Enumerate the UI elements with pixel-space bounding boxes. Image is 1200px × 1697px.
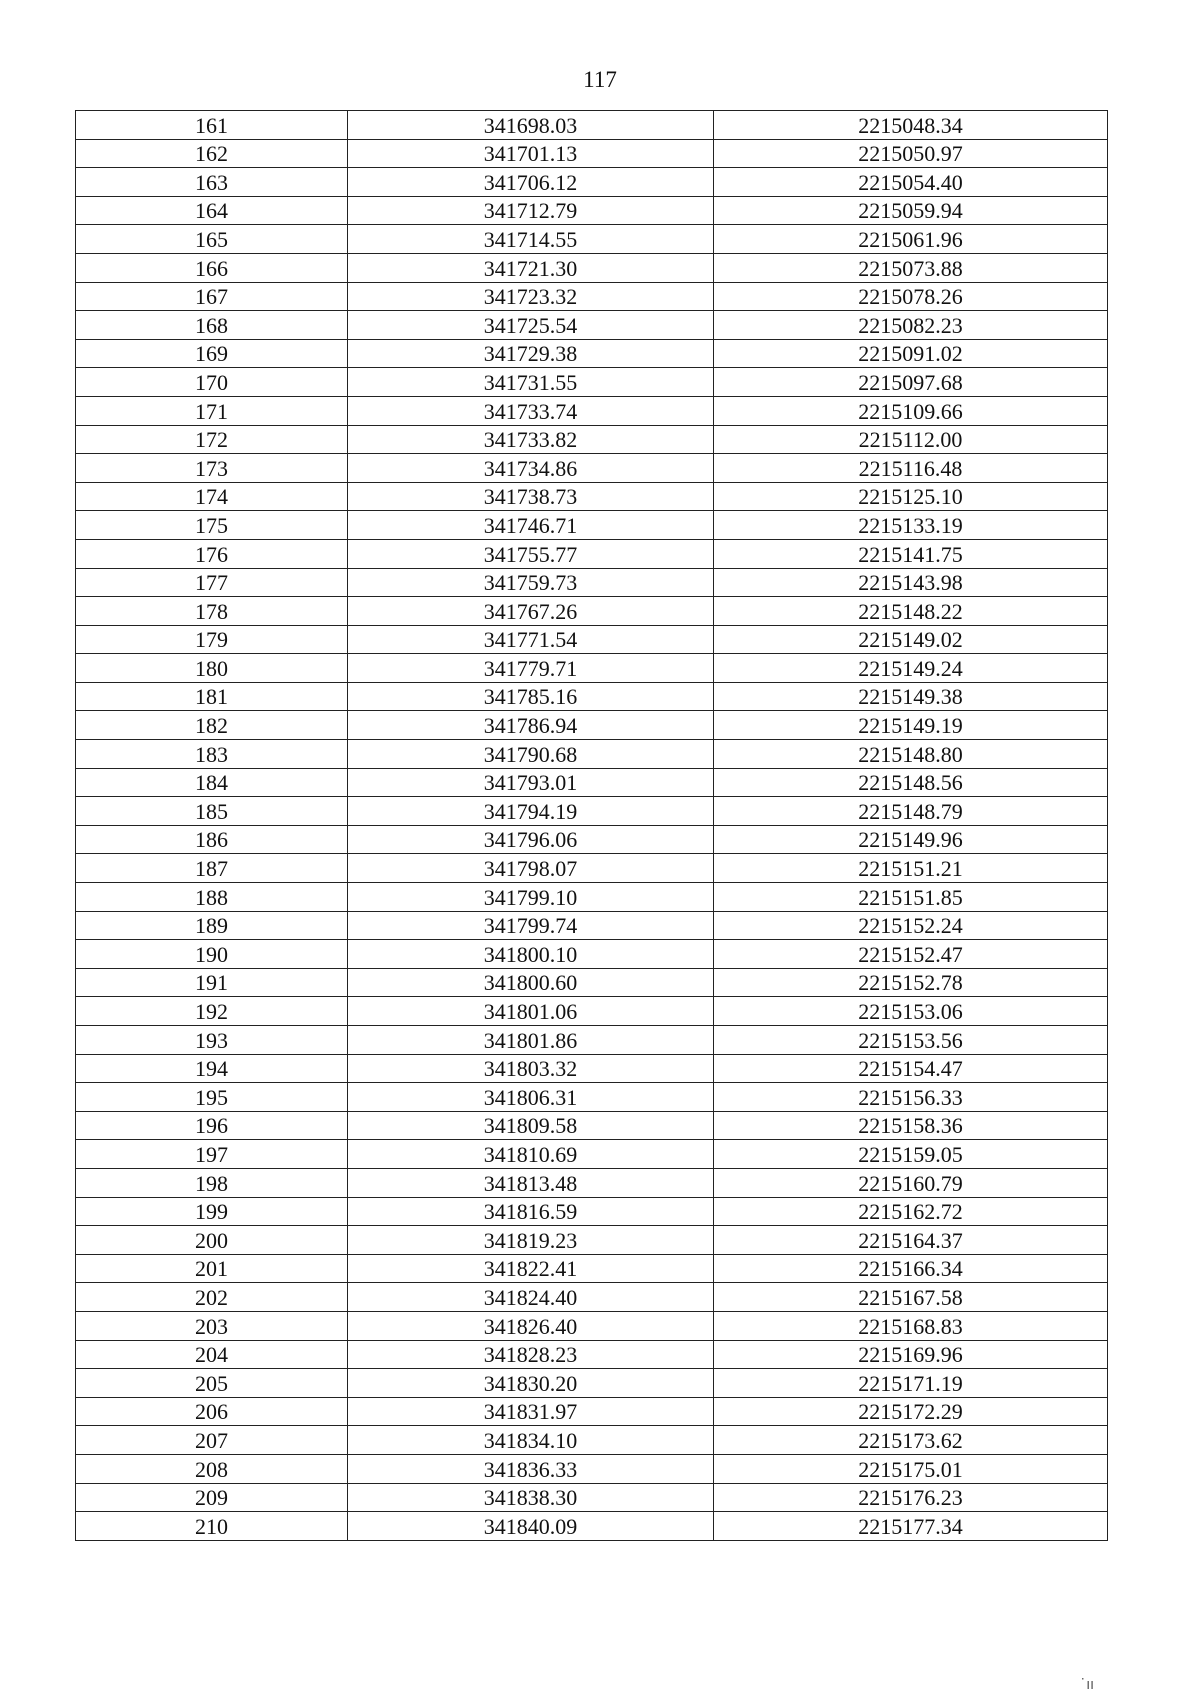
y-coordinate-cell: 2215149.02 bbox=[714, 625, 1108, 654]
point-number-cell: 170 bbox=[76, 368, 348, 397]
y-coordinate-cell: 2215054.40 bbox=[714, 168, 1108, 197]
x-coordinate-cell: 341731.55 bbox=[348, 368, 714, 397]
y-coordinate-cell: 2215160.79 bbox=[714, 1168, 1108, 1197]
x-coordinate-cell: 341828.23 bbox=[348, 1340, 714, 1369]
x-coordinate-cell: 341746.71 bbox=[348, 511, 714, 540]
point-number-cell: 203 bbox=[76, 1311, 348, 1340]
y-coordinate-cell: 2215152.47 bbox=[714, 940, 1108, 969]
x-coordinate-cell: 341834.10 bbox=[348, 1426, 714, 1455]
table-row bbox=[76, 1483, 1108, 1512]
point-number-cell: 194 bbox=[76, 1054, 348, 1083]
x-coordinate-cell: 341800.10 bbox=[348, 940, 714, 969]
point-number-cell: 190 bbox=[76, 940, 348, 969]
table-row bbox=[76, 539, 1108, 568]
point-number-cell: 196 bbox=[76, 1111, 348, 1140]
table-row bbox=[76, 654, 1108, 683]
table-row bbox=[76, 1369, 1108, 1398]
point-number-cell: 205 bbox=[76, 1369, 348, 1398]
x-coordinate-cell: 341712.79 bbox=[348, 196, 714, 225]
point-number-cell: 207 bbox=[76, 1426, 348, 1455]
point-number-cell: 171 bbox=[76, 396, 348, 425]
point-number-cell: 188 bbox=[76, 883, 348, 912]
x-coordinate-cell: 341799.74 bbox=[348, 911, 714, 940]
y-coordinate-cell: 2215151.21 bbox=[714, 854, 1108, 883]
x-coordinate-cell: 341836.33 bbox=[348, 1454, 714, 1483]
table-row bbox=[76, 1454, 1108, 1483]
point-number-cell: 195 bbox=[76, 1083, 348, 1112]
x-coordinate-cell: 341729.38 bbox=[348, 339, 714, 368]
y-coordinate-cell: 2215148.79 bbox=[714, 797, 1108, 826]
table-row bbox=[76, 1054, 1108, 1083]
x-coordinate-cell: 341830.20 bbox=[348, 1369, 714, 1398]
table-row bbox=[76, 282, 1108, 311]
y-coordinate-cell: 2215082.23 bbox=[714, 311, 1108, 340]
y-coordinate-cell: 2215149.19 bbox=[714, 711, 1108, 740]
x-coordinate-cell: 341806.31 bbox=[348, 1083, 714, 1112]
point-number-cell: 204 bbox=[76, 1340, 348, 1369]
table-row bbox=[76, 997, 1108, 1026]
y-coordinate-cell: 2215168.83 bbox=[714, 1311, 1108, 1340]
y-coordinate-cell: 2215151.85 bbox=[714, 883, 1108, 912]
y-coordinate-cell: 2215141.75 bbox=[714, 539, 1108, 568]
x-coordinate-cell: 341790.68 bbox=[348, 740, 714, 769]
table-row bbox=[76, 1111, 1108, 1140]
table-row bbox=[76, 768, 1108, 797]
table-row bbox=[76, 625, 1108, 654]
y-coordinate-cell: 2215176.23 bbox=[714, 1483, 1108, 1512]
point-number-cell: 168 bbox=[76, 311, 348, 340]
point-number-cell: 201 bbox=[76, 1254, 348, 1283]
x-coordinate-cell: 341826.40 bbox=[348, 1311, 714, 1340]
x-coordinate-cell: 341767.26 bbox=[348, 597, 714, 626]
point-number-cell: 185 bbox=[76, 797, 348, 826]
table-row bbox=[76, 1026, 1108, 1055]
y-coordinate-cell: 2215156.33 bbox=[714, 1083, 1108, 1112]
point-number-cell: 179 bbox=[76, 625, 348, 654]
table-row bbox=[76, 111, 1108, 140]
x-coordinate-cell: 341714.55 bbox=[348, 225, 714, 254]
point-number-cell: 169 bbox=[76, 339, 348, 368]
table-row bbox=[76, 740, 1108, 769]
point-number-cell: 184 bbox=[76, 768, 348, 797]
x-coordinate-cell: 341785.16 bbox=[348, 682, 714, 711]
table-row bbox=[76, 396, 1108, 425]
y-coordinate-cell: 2215159.05 bbox=[714, 1140, 1108, 1169]
y-coordinate-cell: 2215091.02 bbox=[714, 339, 1108, 368]
point-number-cell: 198 bbox=[76, 1168, 348, 1197]
y-coordinate-cell: 2215149.96 bbox=[714, 825, 1108, 854]
x-coordinate-cell: 341796.06 bbox=[348, 825, 714, 854]
point-number-cell: 172 bbox=[76, 425, 348, 454]
point-number-cell: 162 bbox=[76, 139, 348, 168]
point-number-cell: 209 bbox=[76, 1483, 348, 1512]
y-coordinate-cell: 2215177.34 bbox=[714, 1512, 1108, 1541]
point-number-cell: 210 bbox=[76, 1512, 348, 1541]
y-coordinate-cell: 2215125.10 bbox=[714, 482, 1108, 511]
y-coordinate-cell: 2215149.24 bbox=[714, 654, 1108, 683]
y-coordinate-cell: 2215112.00 bbox=[714, 425, 1108, 454]
point-number-cell: 174 bbox=[76, 482, 348, 511]
table-row bbox=[76, 1512, 1108, 1541]
y-coordinate-cell: 2215059.94 bbox=[714, 196, 1108, 225]
x-coordinate-cell: 341799.10 bbox=[348, 883, 714, 912]
x-coordinate-cell: 341822.41 bbox=[348, 1254, 714, 1283]
page-number: 117 bbox=[583, 67, 617, 92]
x-coordinate-cell: 341755.77 bbox=[348, 539, 714, 568]
x-coordinate-cell: 341803.32 bbox=[348, 1054, 714, 1083]
table-row bbox=[76, 711, 1108, 740]
y-coordinate-cell: 2215050.97 bbox=[714, 139, 1108, 168]
scan-corner-mark: ˙ıı bbox=[1079, 1677, 1094, 1693]
x-coordinate-cell: 341813.48 bbox=[348, 1168, 714, 1197]
table-row bbox=[76, 883, 1108, 912]
x-coordinate-cell: 341759.73 bbox=[348, 568, 714, 597]
point-number-cell: 167 bbox=[76, 282, 348, 311]
point-number-cell: 202 bbox=[76, 1283, 348, 1312]
point-number-cell: 191 bbox=[76, 968, 348, 997]
point-number-cell: 200 bbox=[76, 1226, 348, 1255]
table-row bbox=[76, 797, 1108, 826]
x-coordinate-cell: 341838.30 bbox=[348, 1483, 714, 1512]
x-coordinate-cell: 341733.74 bbox=[348, 396, 714, 425]
x-coordinate-cell: 341786.94 bbox=[348, 711, 714, 740]
table-row bbox=[76, 1283, 1108, 1312]
table-row bbox=[76, 482, 1108, 511]
table-row bbox=[76, 1168, 1108, 1197]
x-coordinate-cell: 341840.09 bbox=[348, 1512, 714, 1541]
y-coordinate-cell: 2215164.37 bbox=[714, 1226, 1108, 1255]
x-coordinate-cell: 341800.60 bbox=[348, 968, 714, 997]
coordinates-table-body bbox=[76, 111, 1108, 1541]
point-number-cell: 166 bbox=[76, 253, 348, 282]
x-coordinate-cell: 341794.19 bbox=[348, 797, 714, 826]
table-row bbox=[76, 1311, 1108, 1340]
point-number-cell: 208 bbox=[76, 1454, 348, 1483]
table-row bbox=[76, 339, 1108, 368]
x-coordinate-cell: 341698.03 bbox=[348, 111, 714, 140]
x-coordinate-cell: 341801.86 bbox=[348, 1026, 714, 1055]
y-coordinate-cell: 2215173.62 bbox=[714, 1426, 1108, 1455]
y-coordinate-cell: 2215148.80 bbox=[714, 740, 1108, 769]
point-number-cell: 187 bbox=[76, 854, 348, 883]
y-coordinate-cell: 2215048.34 bbox=[714, 111, 1108, 140]
y-coordinate-cell: 2215149.38 bbox=[714, 682, 1108, 711]
table-row bbox=[76, 1140, 1108, 1169]
y-coordinate-cell: 2215116.48 bbox=[714, 454, 1108, 483]
table-row bbox=[76, 139, 1108, 168]
y-coordinate-cell: 2215175.01 bbox=[714, 1454, 1108, 1483]
x-coordinate-cell: 341771.54 bbox=[348, 625, 714, 654]
x-coordinate-cell: 341793.01 bbox=[348, 768, 714, 797]
y-coordinate-cell: 2215133.19 bbox=[714, 511, 1108, 540]
point-number-cell: 189 bbox=[76, 911, 348, 940]
x-coordinate-cell: 341816.59 bbox=[348, 1197, 714, 1226]
x-coordinate-cell: 341779.71 bbox=[348, 654, 714, 683]
y-coordinate-cell: 2215061.96 bbox=[714, 225, 1108, 254]
y-coordinate-cell: 2215097.68 bbox=[714, 368, 1108, 397]
table-row bbox=[76, 1340, 1108, 1369]
x-coordinate-cell: 341809.58 bbox=[348, 1111, 714, 1140]
y-coordinate-cell: 2215152.24 bbox=[714, 911, 1108, 940]
table-row bbox=[76, 940, 1108, 969]
x-coordinate-cell: 341810.69 bbox=[348, 1140, 714, 1169]
y-coordinate-cell: 2215153.06 bbox=[714, 997, 1108, 1026]
table-row bbox=[76, 253, 1108, 282]
y-coordinate-cell: 2215162.72 bbox=[714, 1197, 1108, 1226]
point-number-cell: 181 bbox=[76, 682, 348, 711]
x-coordinate-cell: 341723.32 bbox=[348, 282, 714, 311]
y-coordinate-cell: 2215148.22 bbox=[714, 597, 1108, 626]
point-number-cell: 176 bbox=[76, 539, 348, 568]
point-number-cell: 161 bbox=[76, 111, 348, 140]
point-number-cell: 206 bbox=[76, 1397, 348, 1426]
x-coordinate-cell: 341738.73 bbox=[348, 482, 714, 511]
y-coordinate-cell: 2215172.29 bbox=[714, 1397, 1108, 1426]
y-coordinate-cell: 2215171.19 bbox=[714, 1369, 1108, 1398]
table-row bbox=[76, 1083, 1108, 1112]
point-number-cell: 197 bbox=[76, 1140, 348, 1169]
y-coordinate-cell: 2215152.78 bbox=[714, 968, 1108, 997]
table-row bbox=[76, 196, 1108, 225]
x-coordinate-cell: 341733.82 bbox=[348, 425, 714, 454]
table-row bbox=[76, 368, 1108, 397]
point-number-cell: 180 bbox=[76, 654, 348, 683]
point-number-cell: 175 bbox=[76, 511, 348, 540]
table-row bbox=[76, 597, 1108, 626]
coordinates-table bbox=[75, 110, 1108, 1541]
table-row bbox=[76, 1426, 1108, 1455]
table-row bbox=[76, 911, 1108, 940]
table-row bbox=[76, 1254, 1108, 1283]
x-coordinate-cell: 341798.07 bbox=[348, 854, 714, 883]
x-coordinate-cell: 341725.54 bbox=[348, 311, 714, 340]
point-number-cell: 165 bbox=[76, 225, 348, 254]
y-coordinate-cell: 2215153.56 bbox=[714, 1026, 1108, 1055]
table-row bbox=[76, 568, 1108, 597]
table-row bbox=[76, 854, 1108, 883]
y-coordinate-cell: 2215158.36 bbox=[714, 1111, 1108, 1140]
table-row bbox=[76, 968, 1108, 997]
point-number-cell: 193 bbox=[76, 1026, 348, 1055]
y-coordinate-cell: 2215154.47 bbox=[714, 1054, 1108, 1083]
table-row bbox=[76, 225, 1108, 254]
point-number-cell: 183 bbox=[76, 740, 348, 769]
point-number-cell: 173 bbox=[76, 454, 348, 483]
x-coordinate-cell: 341734.86 bbox=[348, 454, 714, 483]
x-coordinate-cell: 341819.23 bbox=[348, 1226, 714, 1255]
x-coordinate-cell: 341831.97 bbox=[348, 1397, 714, 1426]
y-coordinate-cell: 2215143.98 bbox=[714, 568, 1108, 597]
point-number-cell: 177 bbox=[76, 568, 348, 597]
x-coordinate-cell: 341706.12 bbox=[348, 168, 714, 197]
y-coordinate-cell: 2215166.34 bbox=[714, 1254, 1108, 1283]
table-row bbox=[76, 1197, 1108, 1226]
table-row bbox=[76, 511, 1108, 540]
point-number-cell: 186 bbox=[76, 825, 348, 854]
point-number-cell: 164 bbox=[76, 196, 348, 225]
table-row bbox=[76, 454, 1108, 483]
table-row bbox=[76, 425, 1108, 454]
point-number-cell: 192 bbox=[76, 997, 348, 1026]
table-row bbox=[76, 168, 1108, 197]
y-coordinate-cell: 2215167.58 bbox=[714, 1283, 1108, 1312]
table-row bbox=[76, 1397, 1108, 1426]
x-coordinate-cell: 341801.06 bbox=[348, 997, 714, 1026]
y-coordinate-cell: 2215073.88 bbox=[714, 253, 1108, 282]
y-coordinate-cell: 2215109.66 bbox=[714, 396, 1108, 425]
x-coordinate-cell: 341721.30 bbox=[348, 253, 714, 282]
table-row bbox=[76, 311, 1108, 340]
point-number-cell: 182 bbox=[76, 711, 348, 740]
point-number-cell: 199 bbox=[76, 1197, 348, 1226]
x-coordinate-cell: 341701.13 bbox=[348, 139, 714, 168]
x-coordinate-cell: 341824.40 bbox=[348, 1283, 714, 1312]
table-row bbox=[76, 682, 1108, 711]
table-row bbox=[76, 1226, 1108, 1255]
table-row bbox=[76, 825, 1108, 854]
point-number-cell: 163 bbox=[76, 168, 348, 197]
y-coordinate-cell: 2215169.96 bbox=[714, 1340, 1108, 1369]
point-number-cell: 178 bbox=[76, 597, 348, 626]
y-coordinate-cell: 2215078.26 bbox=[714, 282, 1108, 311]
y-coordinate-cell: 2215148.56 bbox=[714, 768, 1108, 797]
